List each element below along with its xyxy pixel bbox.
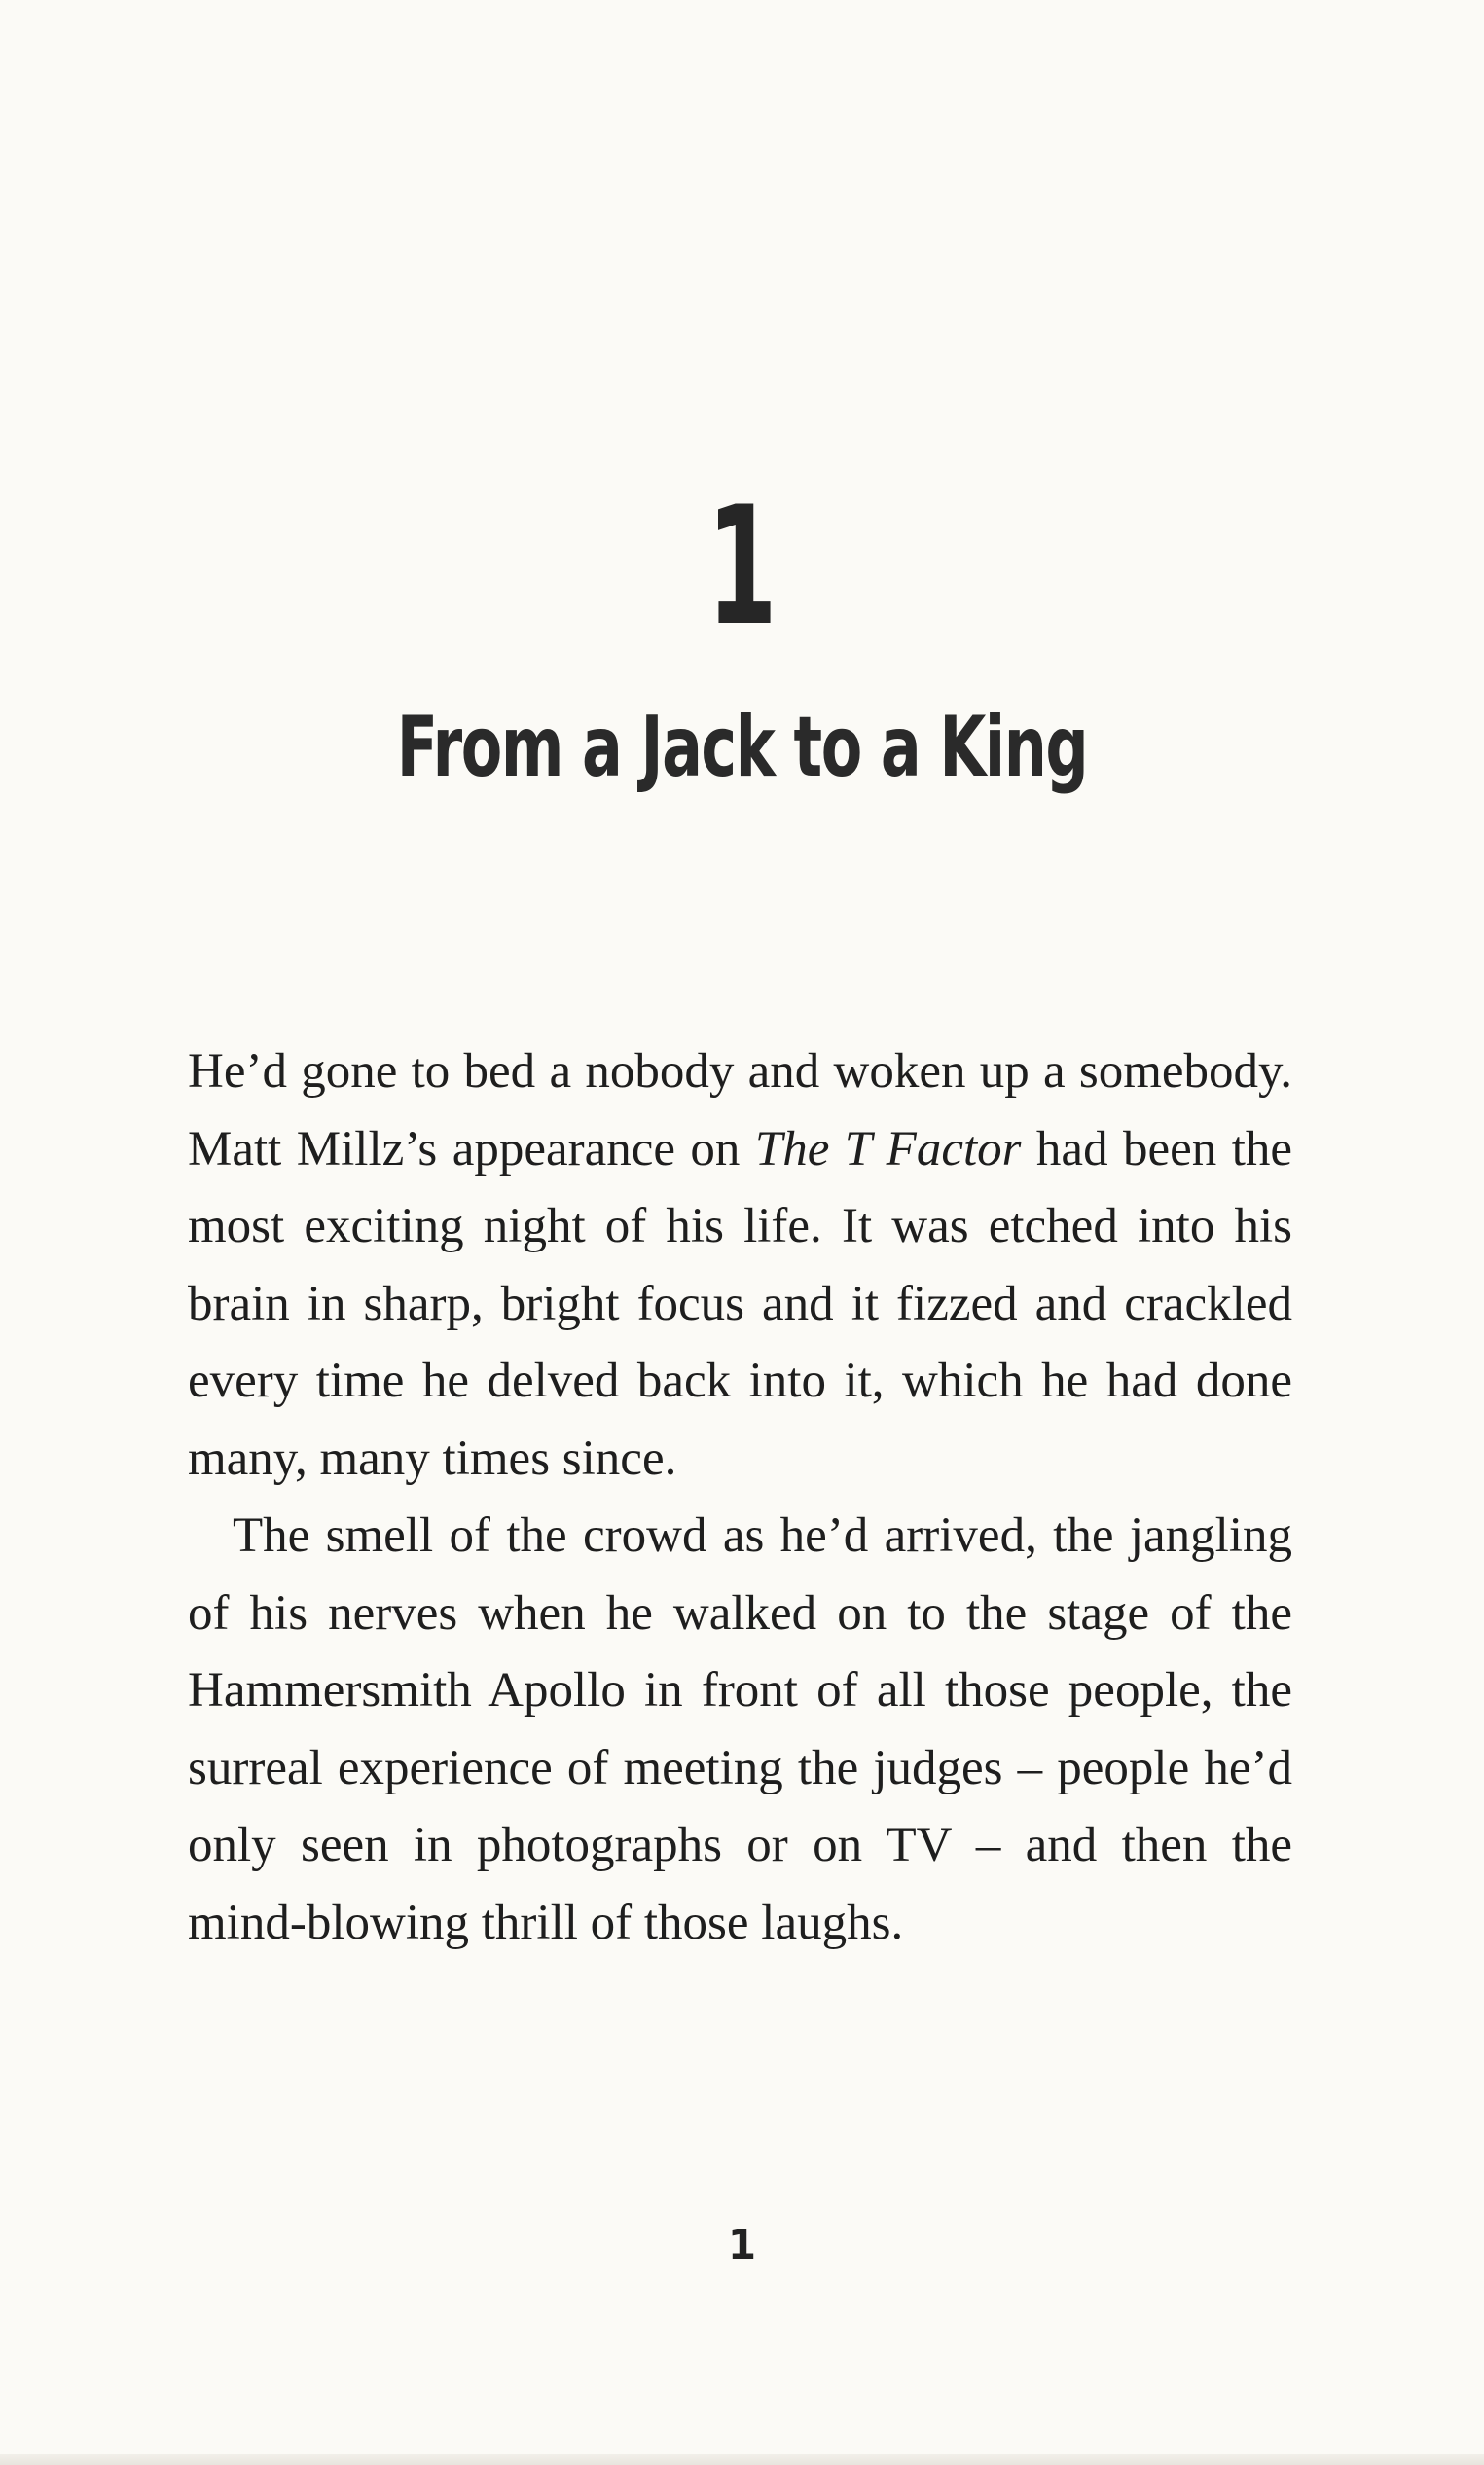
page-edge	[0, 2454, 1484, 2465]
chapter-number: 1	[706, 471, 778, 662]
paragraph-2: The smell of the crowd as he’d arrived, the jangling of his nerves when he walked on to the stage of the Hammersmith Apollo in front of all those people, the surreal experience of meeting the judges – people he’d only seen in photographs or on TV – and then the mind-blowing thrill of those laughs.	[188, 1508, 1292, 1950]
show-title-italic: The T Factor	[754, 1121, 1022, 1177]
paragraph-1-end: had been the most exciting night of his life. It was etched into his brain in sharp, bright focus and it fizzed and crackled every time he delved back into it, which he had done many, many times since.	[188, 1121, 1293, 1486]
paragraph-1	[188, 1033, 1292, 1498]
page-number: 1	[727, 2221, 757, 2268]
body-text	[188, 1033, 1292, 1962]
paragraph-1-start: He’d gone to bed a nobody and woken up a somebody. Matt Millz’s appearance on	[188, 1044, 1292, 1177]
chapter-title: From a Jack to a King	[396, 699, 1088, 796]
